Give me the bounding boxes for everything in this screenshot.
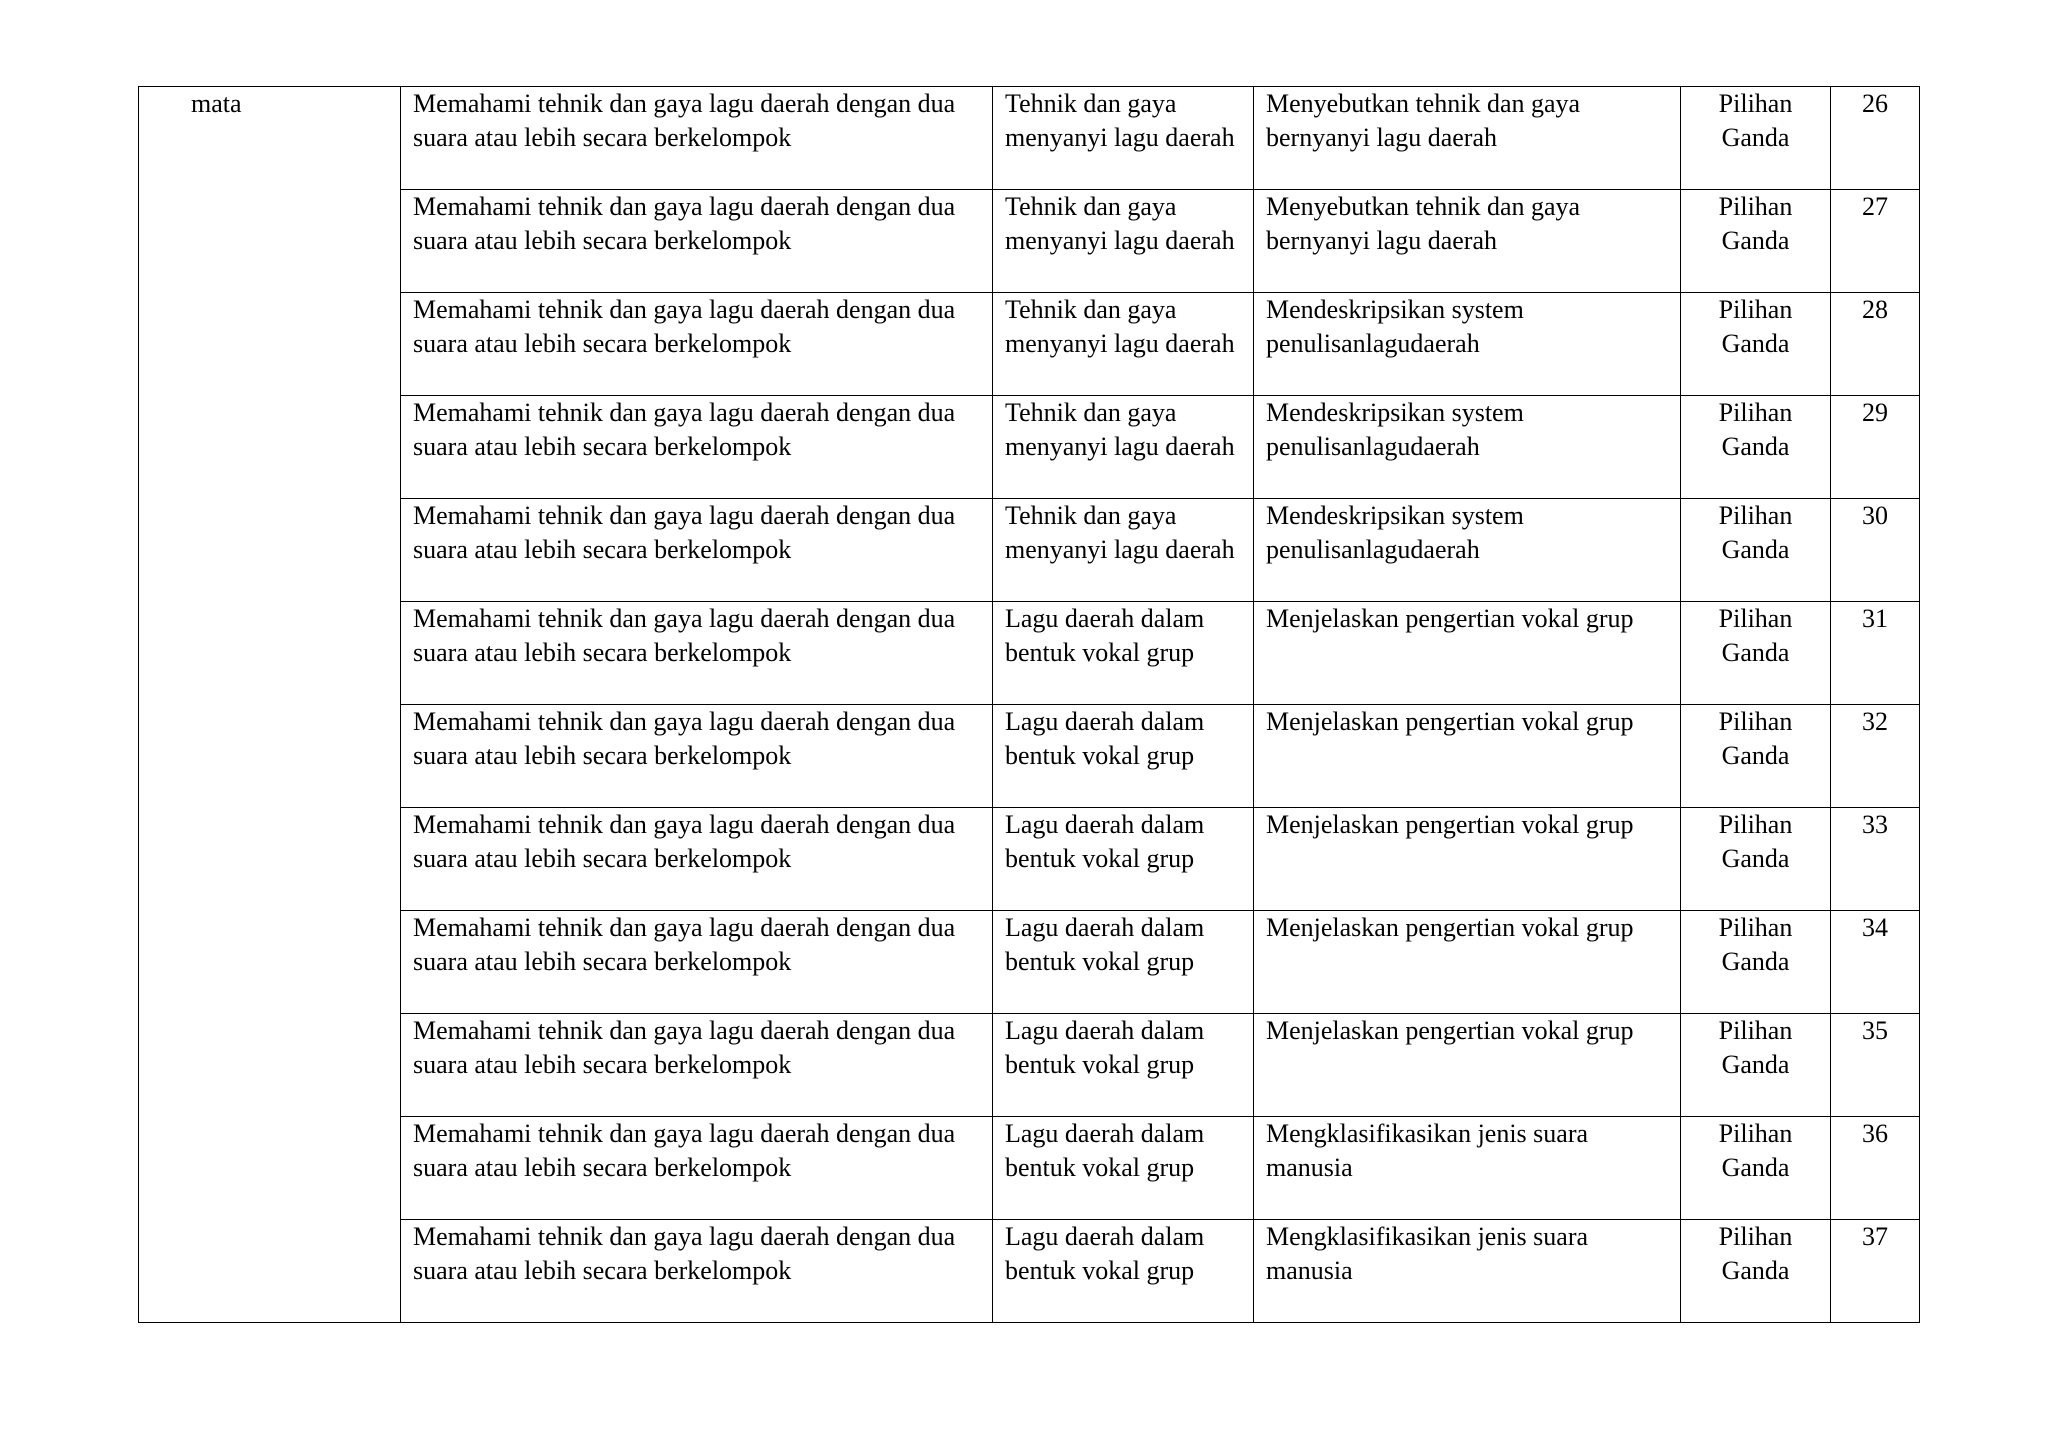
materi-cell: Lagu daerah dalam bentuk vokal grup	[993, 705, 1254, 808]
nomor-soal-cell: 36	[1831, 1117, 1920, 1220]
indikator-cell: Mendeskripsikan system penulisanlagudaerah	[1254, 396, 1681, 499]
nomor-soal-cell: 34	[1831, 911, 1920, 1014]
indikator-cell: Mengklasifikasikan jenis suara manusia	[1254, 1220, 1681, 1323]
materi-cell: Tehnik dan gaya menyanyi lagu daerah	[993, 190, 1254, 293]
indikator-cell: Menjelaskan pengertian vokal grup	[1254, 602, 1681, 705]
materi-cell: Tehnik dan gaya menyanyi lagu daerah	[993, 396, 1254, 499]
materi-cell: Lagu daerah dalam bentuk vokal grup	[993, 602, 1254, 705]
bentuk-soal-cell: Pilihan Ganda	[1681, 293, 1831, 396]
indikator-cell: Menjelaskan pengertian vokal grup	[1254, 705, 1681, 808]
kompetensi-cell: Memahami tehnik dan gaya lagu daerah dengan dua suara atau lebih secara berkelompok	[401, 1014, 993, 1117]
materi-cell: Tehnik dan gaya menyanyi lagu daerah	[993, 87, 1254, 190]
bentuk-soal-cell: Pilihan Ganda	[1681, 602, 1831, 705]
table-row	[139, 911, 1920, 1014]
table-row	[139, 190, 1920, 293]
exam-grid-table	[138, 86, 1920, 1323]
bentuk-soal-cell: Pilihan Ganda	[1681, 705, 1831, 808]
nomor-soal-cell: 31	[1831, 602, 1920, 705]
kompetensi-cell: Memahami tehnik dan gaya lagu daerah dengan dua suara atau lebih secara berkelompok	[401, 293, 993, 396]
nomor-soal-cell: 29	[1831, 396, 1920, 499]
bentuk-soal-cell: Pilihan Ganda	[1681, 190, 1831, 293]
indikator-cell: Menyebutkan tehnik dan gaya bernyanyi lagu daerah	[1254, 87, 1681, 190]
indikator-cell: Menyebutkan tehnik dan gaya bernyanyi lagu daerah	[1254, 190, 1681, 293]
table-row	[139, 293, 1920, 396]
kompetensi-cell: Memahami tehnik dan gaya lagu daerah dengan dua suara atau lebih secara berkelompok	[401, 190, 993, 293]
nomor-soal-cell: 32	[1831, 705, 1920, 808]
materi-cell: Lagu daerah dalam bentuk vokal grup	[993, 911, 1254, 1014]
kompetensi-cell: Memahami tehnik dan gaya lagu daerah dengan dua suara atau lebih secara berkelompok	[401, 602, 993, 705]
kompetensi-cell: Memahami tehnik dan gaya lagu daerah dengan dua suara atau lebih secara berkelompok	[401, 499, 993, 602]
bentuk-soal-cell: Pilihan Ganda	[1681, 499, 1831, 602]
kompetensi-cell: Memahami tehnik dan gaya lagu daerah dengan dua suara atau lebih secara berkelompok	[401, 705, 993, 808]
nomor-soal-cell: 35	[1831, 1014, 1920, 1117]
indikator-cell: Menjelaskan pengertian vokal grup	[1254, 911, 1681, 1014]
table-row	[139, 808, 1920, 911]
table-row	[139, 396, 1920, 499]
bentuk-soal-cell: Pilihan Ganda	[1681, 1117, 1831, 1220]
table-row	[139, 87, 1920, 190]
materi-cell: Tehnik dan gaya menyanyi lagu daerah	[993, 499, 1254, 602]
bentuk-soal-cell: Pilihan Ganda	[1681, 911, 1831, 1014]
table-body	[139, 87, 1920, 1323]
kompetensi-cell: Memahami tehnik dan gaya lagu daerah dengan dua suara atau lebih secara berkelompok	[401, 87, 993, 190]
nomor-soal-cell: 37	[1831, 1220, 1920, 1323]
bentuk-soal-cell: Pilihan Ganda	[1681, 1220, 1831, 1323]
table-row	[139, 705, 1920, 808]
indikator-cell: Mendeskripsikan system penulisanlagudaerah	[1254, 499, 1681, 602]
bentuk-soal-cell: Pilihan Ganda	[1681, 808, 1831, 911]
materi-cell: Tehnik dan gaya menyanyi lagu daerah	[993, 293, 1254, 396]
nomor-soal-cell: 30	[1831, 499, 1920, 602]
table-row	[139, 499, 1920, 602]
materi-cell: Lagu daerah dalam bentuk vokal grup	[993, 808, 1254, 911]
table-row	[139, 1117, 1920, 1220]
indikator-cell: Menjelaskan pengertian vokal grup	[1254, 808, 1681, 911]
table-row	[139, 602, 1920, 705]
bentuk-soal-cell: Pilihan Ganda	[1681, 396, 1831, 499]
kompetensi-cell: Memahami tehnik dan gaya lagu daerah dengan dua suara atau lebih secara berkelompok	[401, 1220, 993, 1323]
materi-cell: Lagu daerah dalam bentuk vokal grup	[993, 1220, 1254, 1323]
indikator-cell: Mengklasifikasikan jenis suara manusia	[1254, 1117, 1681, 1220]
bentuk-soal-cell: Pilihan Ganda	[1681, 1014, 1831, 1117]
table-row	[139, 1220, 1920, 1323]
nomor-soal-cell: 28	[1831, 293, 1920, 396]
kompetensi-cell: Memahami tehnik dan gaya lagu daerah dengan dua suara atau lebih secara berkelompok	[401, 911, 993, 1014]
nomor-soal-cell: 33	[1831, 808, 1920, 911]
first-column-text: mata	[191, 89, 242, 118]
kompetensi-cell: Memahami tehnik dan gaya lagu daerah dengan dua suara atau lebih secara berkelompok	[401, 808, 993, 911]
nomor-soal-cell: 27	[1831, 190, 1920, 293]
kompetensi-cell: Memahami tehnik dan gaya lagu daerah dengan dua suara atau lebih secara berkelompok	[401, 396, 993, 499]
indikator-cell: Menjelaskan pengertian vokal grup	[1254, 1014, 1681, 1117]
indikator-cell: Mendeskripsikan system penulisanlagudaerah	[1254, 293, 1681, 396]
kompetensi-cell: Memahami tehnik dan gaya lagu daerah dengan dua suara atau lebih secara berkelompok	[401, 1117, 993, 1220]
materi-cell: Lagu daerah dalam bentuk vokal grup	[993, 1117, 1254, 1220]
bentuk-soal-cell: Pilihan Ganda	[1681, 87, 1831, 190]
first-column-cell	[139, 87, 401, 1323]
table-row	[139, 1014, 1920, 1117]
nomor-soal-cell: 26	[1831, 87, 1920, 190]
materi-cell: Lagu daerah dalam bentuk vokal grup	[993, 1014, 1254, 1117]
